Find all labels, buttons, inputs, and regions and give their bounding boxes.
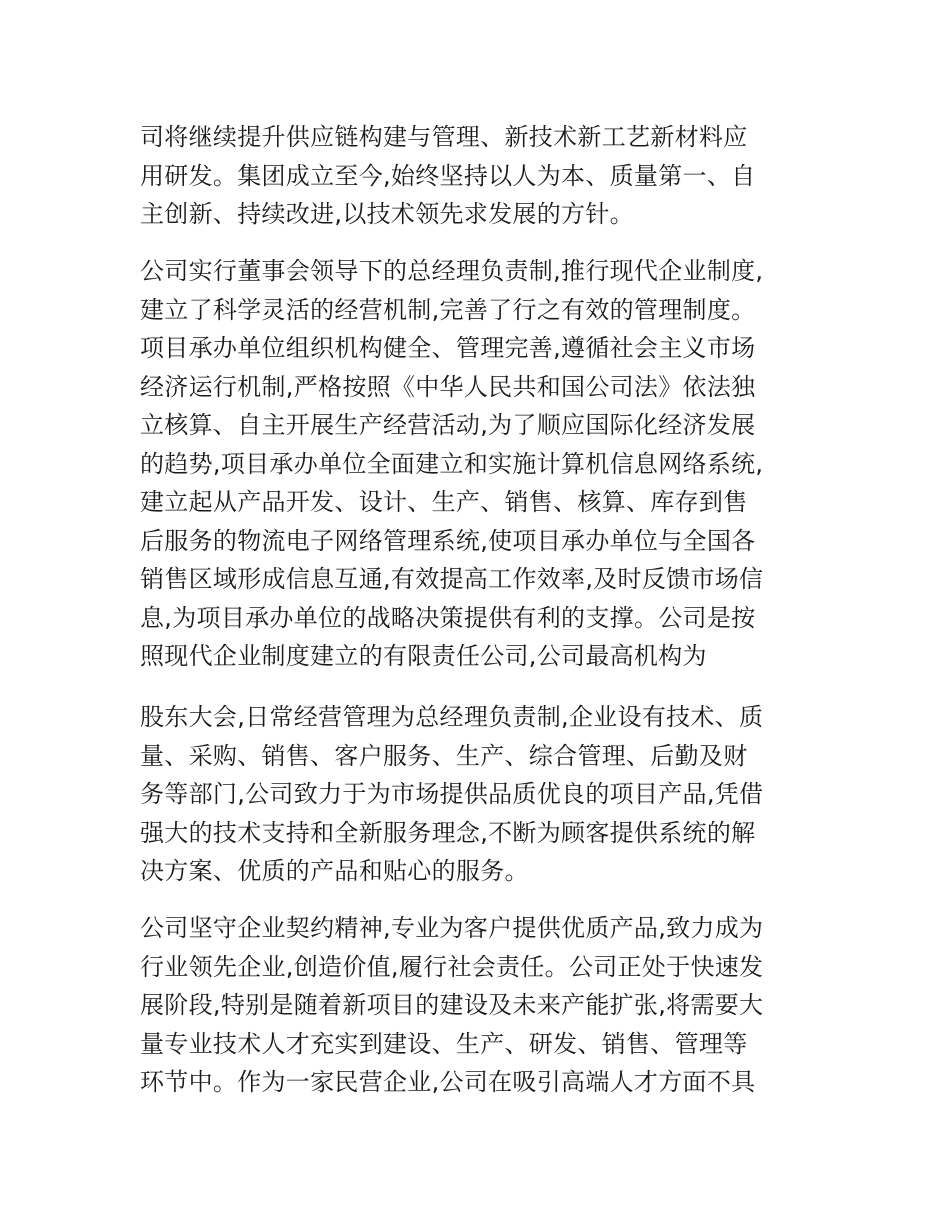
paragraph-line: 建立起从产品开发、设计、生产、销售、核算、库存到售 (140, 488, 748, 516)
paragraph-line: 后服务的物流电子网络管理系统,使项目承办单位与全国各 (140, 526, 756, 555)
paragraph-line: 务等部门,公司致力于为市场提供品质优良的项目产品,凭借 (140, 780, 764, 808)
paragraph-line: 立核算、自主开展生产经营活动,为了顺应国际化经济发展 (140, 411, 756, 439)
paragraph-line: 股东大会,日常经营管理为总经理负责制,企业设有技术、质 (140, 703, 764, 731)
paragraph-line: 的趋势,项目承办单位全面建立和实施计算机信息网络系统, (140, 449, 764, 478)
paragraph-line: 行业领先企业,创造价值,履行社会责任。公司正处于快速发 (140, 952, 764, 981)
paragraph-line: 环节中。作为一家民营企业,公司在吸引高端人才方面不具 (140, 1068, 756, 1096)
paragraph-line: 司将继续提升供应链构建与管理、新技术新工艺新材料应 (140, 123, 748, 151)
paragraph-line: 公司实行董事会领导下的总经理负责制,推行现代企业制度, (140, 257, 764, 285)
paragraph-line: 决方案、优质的产品和贴心的服务。 (140, 857, 529, 885)
paragraph-line: 量专业技术人才充实到建设、生产、研发、销售、管理等 (140, 1029, 748, 1058)
paragraph-line: 公司坚守企业契约精神,专业为客户提供优质产品,致力成为 (140, 914, 764, 942)
paragraph-organization (140, 698, 820, 891)
paragraph-line: 用研发。集团成立至今,始终坚持以人为本、质量第一、自 (140, 161, 756, 190)
paragraph-line: 量、采购、销售、客户服务、生产、综合管理、后勤及财 (140, 741, 748, 770)
paragraph-line: 息,为项目承办单位的战略决策提供有利的支撑。公司是按 (140, 603, 756, 632)
paragraph-line: 强大的技术支持和全新服务理念,不断为顾客提供系统的解 (140, 818, 756, 847)
paragraph-line: 展阶段,特别是随着新项目的建设及未来产能扩张,将需要大 (140, 991, 764, 1019)
paragraph-line: 销售区域形成信息互通,有效提高工作效率,及时反馈市场信 (140, 565, 764, 593)
paragraph-line: 照现代企业制度建立的有限责任公司,公司最高机构为 (140, 642, 707, 670)
paragraph-line: 主创新、持续改进,以技术领先求发展的方针。 (140, 200, 634, 228)
paragraph-management-system (140, 252, 820, 676)
paragraph-supply-chain (140, 118, 820, 234)
paragraph-talent (140, 909, 820, 1102)
paragraph-line: 经济运行机制,严格按照《中华人民共和国公司法》依法独 (140, 372, 756, 401)
paragraph-line: 建立了科学灵活的经营机制,完善了行之有效的管理制度。 (140, 295, 756, 324)
paragraph-line: 项目承办单位组织机构健全、管理完善,遵循社会主义市场 (140, 334, 756, 362)
